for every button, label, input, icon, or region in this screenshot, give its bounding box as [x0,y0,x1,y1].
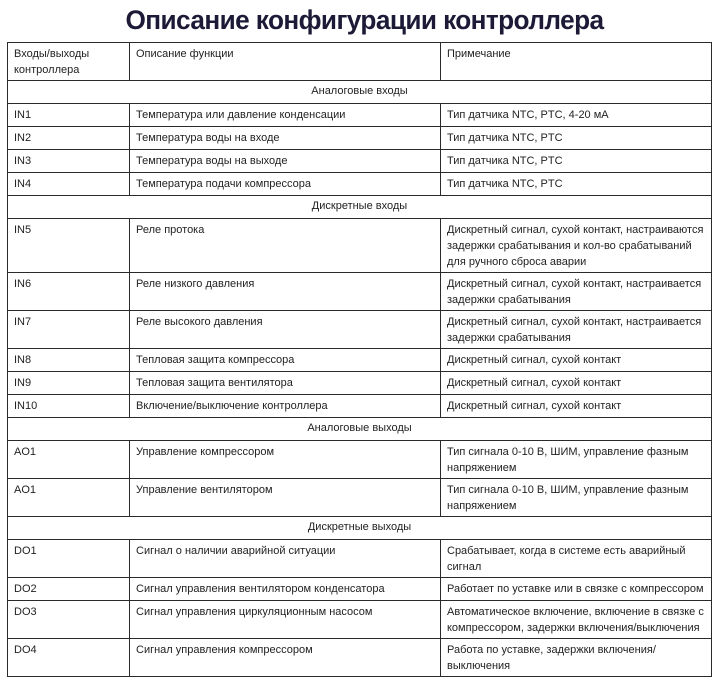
cell-function: Управление компрессором [130,441,441,479]
cell-io: IN8 [8,349,130,372]
section-row [8,418,712,441]
section-title: Аналоговые выходы [8,418,712,441]
cell-io: IN6 [8,273,130,311]
cell-io: IN2 [8,127,130,150]
cell-note: Работа по уставке, задержки включения/выключения [441,639,712,677]
cell-note: Тип датчика NTC, PTC [441,150,712,173]
cell-function: Температура подачи компрессора [130,173,441,196]
table-row [8,540,712,578]
cell-note: Дискретный сигнал, сухой контакт, настраивается задержки срабатывания [441,273,712,311]
table-row [8,219,712,273]
cell-io: DO1 [8,540,130,578]
cell-note: Дискретный сигнал, сухой контакт, настраиваются задержки срабатывания и кол-во срабатываний для ручного сброса аварии [441,219,712,273]
table-row [8,173,712,196]
cell-function: Температура или давление конденсации [130,104,441,127]
cell-io: AO1 [8,479,130,517]
section-row [8,81,712,104]
table-row [8,479,712,517]
table-row [8,127,712,150]
cell-io: IN1 [8,104,130,127]
page-title: Описание конфигурации контроллера [125,5,604,35]
header-note: Примечание [441,43,712,81]
cell-io: IN9 [8,372,130,395]
cell-function: Реле протока [130,219,441,273]
cell-note: Тип сигнала 0-10 В, ШИМ, управление фазным напряжением [441,441,712,479]
cell-io: AO1 [8,441,130,479]
table-row [8,104,712,127]
cell-io: DO3 [8,601,130,639]
cell-note: Тип сигнала 0-10 В, ШИМ, управление фазным напряжением [441,479,712,517]
section-title: Дискретные входы [8,196,712,219]
cell-function: Реле высокого давления [130,311,441,349]
table-row [8,372,712,395]
cell-note: Дискретный сигнал, сухой контакт [441,349,712,372]
table-continuation [7,643,712,654]
cell-note: Срабатывает, когда в системе есть аварийный сигнал [441,540,712,578]
table-row [8,349,712,372]
cell-function: Температура воды на выходе [130,150,441,173]
table-row [8,441,712,479]
table-row [8,601,712,639]
cell-note: Тип датчика NTC, PTC, 4-20 мА [441,104,712,127]
cell-function: Тепловая защита вентилятора [130,372,441,395]
header-io: Входы/выходы контроллера [8,43,130,81]
cell-function: Сигнал о наличии аварийной ситуации [130,540,441,578]
cell-note: Автоматическое включение, включение в связке с компрессором, задержки включения/выключения [441,601,712,639]
table-row [8,311,712,349]
table-row [8,395,712,418]
cell-io: IN4 [8,173,130,196]
cell-function: Тепловая защита компрессора [130,349,441,372]
header-function: Описание функции [130,43,441,81]
cell-io: DO2 [8,578,130,601]
cell-note: Тип датчика NTC, PTC [441,173,712,196]
cell-function: Сигнал управления компрессором [130,639,441,677]
cell-function: Реле низкого давления [130,273,441,311]
table-row [8,273,712,311]
cell-io: IN5 [8,219,130,273]
section-title: Дискретные выходы [8,517,712,540]
cell-function: Сигнал управления циркуляционным насосом [130,601,441,639]
cell-note: Дискретный сигнал, сухой контакт [441,372,712,395]
table-header-row [8,43,712,81]
cell-function: Сигнал управления вентилятором конденсатора [130,578,441,601]
cell-function: Включение/выключение контроллера [130,395,441,418]
table-row [8,150,712,173]
cell-note: Дискретный сигнал, сухой контакт [441,395,712,418]
cell-function: Температура воды на входе [130,127,441,150]
section-row [8,517,712,540]
cell-io: DO4 [8,639,130,677]
table-row [8,578,712,601]
cell-io: IN3 [8,150,130,173]
cell-io: IN10 [8,395,130,418]
cell-note: Работает по уставке или в связке с компрессором [441,578,712,601]
section-title: Аналоговые входы [8,81,712,104]
cell-note: Дискретный сигнал, сухой контакт, настраивается задержки срабатывания [441,311,712,349]
config-table [7,42,712,677]
section-row [8,196,712,219]
cell-function: Управление вентилятором [130,479,441,517]
cell-note: Тип датчика NTC, PTC [441,127,712,150]
cell-io: IN7 [8,311,130,349]
